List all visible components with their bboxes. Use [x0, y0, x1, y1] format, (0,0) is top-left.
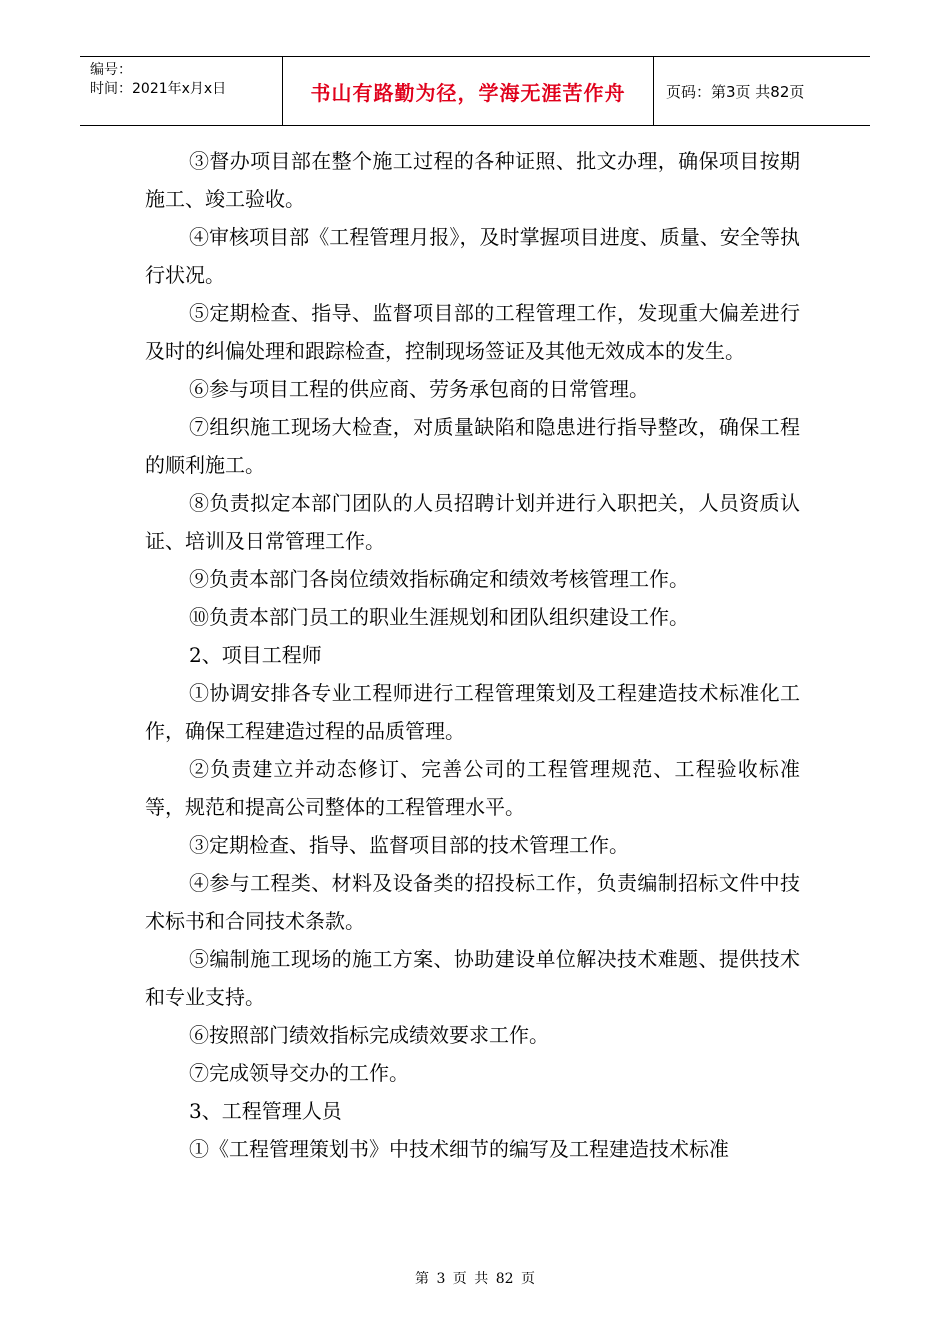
paragraph: ③定期检查、指导、监督项目部的技术管理工作。: [189, 833, 629, 857]
paragraph: ⑤定期检查、指导、监督项目部的工程管理工作，发现重大偏差进行及时的纠偏处理和跟踪检查，控制现场签证及其他无效成本的发生。: [145, 301, 800, 363]
header-motto: 书山有路勤为径，学海无涯苦作舟: [282, 57, 654, 125]
paragraph: ⑦组织施工现场大检查，对质量缺陷和隐患进行指导整改，确保工程的顺利施工。: [145, 415, 800, 477]
document-date: 时间：2021年x月x日: [90, 81, 227, 97]
paragraph: ③督办项目部在整个施工过程的各种证照、批文办理，确保项目按期施工、竣工验收。: [145, 149, 800, 211]
paragraph: ⑩负责本部门员工的职业生涯规划和团队组织建设工作。: [189, 605, 689, 629]
paragraph: ⑦完成领导交办的工作。: [189, 1061, 409, 1085]
paragraph: ②负责建立并动态修订、完善公司的工程管理规范、工程验收标准等，规范和提高公司整体的工程管理水平。: [145, 757, 800, 819]
header-page-info: 页码：第3页 共82页: [666, 82, 805, 101]
document-number-label: 编号：: [90, 62, 132, 78]
page-footer: 第 3 页 共 82 页: [415, 1271, 535, 1287]
section-heading: 3、工程管理人员: [189, 1099, 342, 1123]
paragraph: ①《工程管理策划书》中技术细节的编写及工程建造技术标准: [189, 1137, 729, 1161]
section-heading: 2、项目工程师: [189, 643, 322, 667]
header-meta: [80, 57, 282, 125]
paragraph: ④审核项目部《工程管理月报》，及时掌握项目进度、质量、安全等执行状况。: [145, 225, 800, 287]
paragraph: ⑨负责本部门各岗位绩效指标确定和绩效考核管理工作。: [189, 567, 689, 591]
document-body: [145, 142, 800, 1168]
paragraph: ④参与工程类、材料及设备类的招投标工作，负责编制招标文件中技术标书和合同技术条款。: [145, 871, 800, 933]
paragraph: ①协调安排各专业工程师进行工程管理策划及工程建造技术标准化工作，确保工程建造过程的品质管理。: [145, 681, 800, 743]
paragraph: ⑤编制施工现场的施工方案、协助建设单位解决技术难题、提供技术和专业支持。: [145, 947, 800, 1009]
page-header: [80, 56, 870, 126]
paragraph: ⑧负责拟定本部门团队的人员招聘计划并进行入职把关，人员资质认证、培训及日常管理工作。: [145, 491, 800, 553]
paragraph: ⑥参与项目工程的供应商、劳务承包商的日常管理。: [189, 377, 649, 401]
paragraph: ⑥按照部门绩效指标完成绩效要求工作。: [189, 1023, 549, 1047]
